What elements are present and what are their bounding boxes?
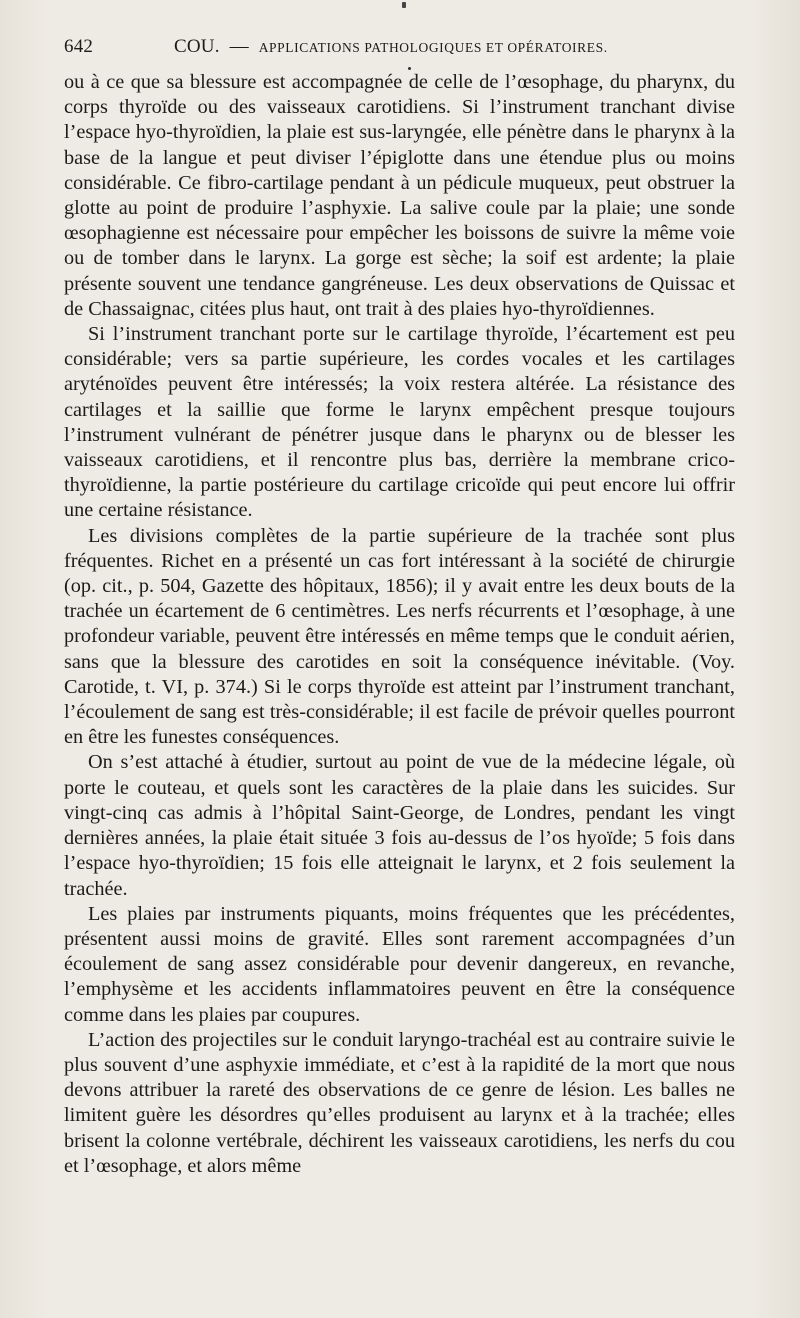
paragraph-1: ou à ce que sa blessure est accompagnée de celle de l’œsophage, du pharynx, du corps thyroïde ou des vaisseaux carotidiens. Si l’instrument tranchant divise l’espace hyo-thyroïdien, la plaie est sus-laryngée, elle pénètre dans le pharynx à la base de la langue et peut diviser l’épiglotte dans une étendue plus ou moins considérable. Ce fibro-cartilage pendant à un pédicule muqueux, peut obstruer la glotte au point de produire l’asphyxie. La salive coule par la plaie; une sonde œsophagienne est nécessaire pour empêcher les boissons de suivre la même voie ou de tomber dans le larynx. La gorge est sèche; la soif est ardente; la plaie présente souvent une tendance gangréneuse. Les deux observations de Quissac et de Chassaignac, citées plus haut, ont trait à des plaies hyo-thyroïdiennes. (64, 71, 735, 320)
running-title: COU. (174, 36, 220, 57)
scan-artifact-mark (402, 2, 406, 8)
paragraph-4: On s’est attaché à étudier, surtout au point de vue de la médecine légale, où porte le couteau, et quels sont les caractères de la plaie dans les suicides. Sur vingt-cinq cas admis à l’hôpital Saint-George, de Londres, pendant les vingt dernières années, la plaie était située 3 fois au-dessus de l’os hyoïde; 5 fois dans l’espace hyo-thyroïdien; 15 fois elle atteignait le larynx, et 2 fois seulement la trachée. (64, 751, 735, 900)
paragraph-3: Les divisions complètes de la partie supérieure de la trachée sont plus fréquentes. Richet en a présenté un cas fort intéressant à la société de chirurgie (op. cit., p. 504, Gazette des hôpitaux, 1856); il y avait entre les deux bouts de la trachée un écartement de 6 centimètres. Les nerfs récurrents et l’œsophage, à une profondeur variable, peuvent être intéressés en même temps que le conduit aérien, sans que la blessure des carotides en soit la conséquence inévitable. (Voy. Carotide, t. VI, p. 374.) Si le corps thyroïde est atteint par l’instrument tranchant, l’écoulement de sang est très-considérable; il est facile de prévoir quelles pourront en être les funestes conséquences. (64, 524, 735, 749)
body-text (64, 70, 735, 1179)
header-separator: — (229, 36, 249, 57)
page-header (64, 36, 736, 60)
page-number: 642 (64, 36, 94, 57)
running-subtitle: APPLICATIONS PATHOLOGIQUES ET OPÉRATOIRES. (258, 40, 608, 55)
running-header (174, 36, 608, 58)
paragraph-2: Si l’instrument tranchant porte sur le cartilage thyroïde, l’écartement est peu considérable; vers sa partie supérieure, les cordes vocales et les cartilages aryténoïdes peuvent être intéressés; la voix restera altérée. La résistance des cartilages et la saillie que forme le larynx empêchent presque toujours l’instrument vulnérant de pénétrer jusque dans le pharynx ou de blesser les vaisseaux carotidiens, et il rencontre plus bas, derrière la membrane crico-thyroïdienne, la partie postérieure du cartilage cricoïde qui peut encore lui offrir une certaine résistance. (64, 323, 735, 522)
paragraph-5: Les plaies par instruments piquants, moins fréquentes que les précédentes, présentent aussi moins de gravité. Elles sont rarement accompagnées d’un écoulement de sang assez considérable pour devenir dangereux, en revanche, l’emphysème et les accidents inflammatoires peuvent en être la conséquence comme dans les plaies par coupures. (64, 902, 735, 1026)
paragraph-6: L’action des projectiles sur le conduit laryngo-trachéal est au contraire suivie le plus souvent d’une asphyxie immédiate, et c’est à la rapidité de la mort que nous devons attribuer la rareté des observations de ce genre de lésion. Les balles ne limitent guère les désordres qu’elles produisent au larynx et à la trachée; elles brisent la colonne vertébrale, déchirent les vaisseaux carotidiens, les nerfs du cou et l’œsophage, et alors même (64, 1028, 735, 1177)
